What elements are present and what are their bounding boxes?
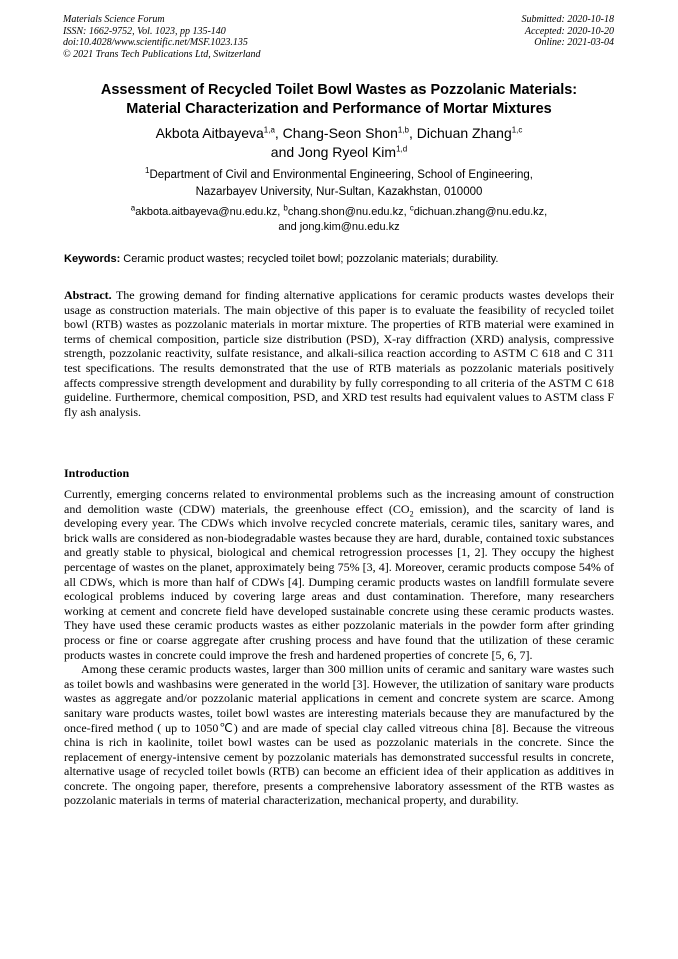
journal-name: Materials Science Forum [63,14,165,25]
paper-title [40,81,638,119]
journal-issn: ISSN: 1662-9752, Vol. 1023, pp 135-140 [63,25,226,37]
author-affil-mark: 1,a [263,125,275,135]
accepted-date: Accepted: 2020-10-20 [524,25,614,37]
authors-line-2 [40,143,638,162]
paragraph-text: emission), and the scarcity of land is developing every year. The CDWs which involve recycled concrete materials, ceramic tiles, sanitary wares, and brick walls are considered as non-biodegradable wastes because they are hard, durable, contained toxic substances and greatly stable to physical, biological and chemical retrogression processes [1, 2]. They occupy the highest percentage of wastes on the planet, approximately being 75% [3, 4]. Moreover, ceramic products compose 54% of all CDWs, which is more than half of CDWs [4]. Dumping ceramic products wastes on landfill formulate severe ecological problems induced by covering large areas and dust contamination. Therefore, many researchers working at cement and concrete field have developed sustainable concrete using these ceramic products wastes. They have used these ceramic products wastes as either pozzolanic materials in the powder form after grinding process or fine or coarse aggregate after crushing process and have found that the utilization of these ceramic products wastes in concrete could improve the fresh and hardened properties of concrete [5, 6, 7]. [64,501,615,662]
title-line-1: Assessment of Recycled Toilet Bowl Wastes as Pozzolanic Materials: [100,82,578,98]
author-name: Chang-Seon Shon [282,125,398,141]
author-name: Dichuan Zhang [416,125,512,141]
email-link[interactable]: chang.shon@nu.edu.kz, [287,206,410,218]
author-list [40,124,638,162]
paragraph [64,487,614,662]
email-link[interactable]: dichuan.zhang@nu.edu.kz, [413,206,548,218]
subscript: 2 [409,508,414,518]
affiliation [40,167,638,200]
email-mark: b [283,203,288,213]
authors-line-1 [40,124,638,143]
affiliation-mark: 1 [144,166,150,176]
author-name: Akbota Aitbayeva [155,125,264,141]
abstract-label: Abstract. [64,288,112,302]
keywords-label: Keywords: [64,253,121,265]
email-mark: a [130,203,136,213]
journal-copyright: © 2021 Trans Tech Publications Ltd, Switzerland [63,48,261,60]
author-separator: , [274,125,283,141]
email-link[interactable]: akbota.aitbayeva@nu.edu.kz, [135,206,284,218]
email-mark: c [409,203,414,213]
abstract [64,288,614,419]
author-affil-mark: 1,c [511,125,523,135]
author-separator: , [409,125,417,141]
author-emails [40,205,638,234]
affiliation-line-2: Nazarbayev University, Nur-Sultan, Kazakhstan, 010000 [195,185,483,198]
keywords-text: Ceramic product wastes; recycled toilet bowl; pozzolanic materials; durability. [120,253,499,265]
section-heading-introduction: Introduction [64,466,130,480]
submitted-date: Submitted: 2020-10-18 [521,14,614,25]
abstract-text: The growing demand for finding alternative applications for ceramic products wastes develops their usage as construction materials. The main objective of this paper is to evaluate the feasibility of recycled toilet bowl (RTB) wastes as pozzolanic materials in mortar mixture. The properties of RTB material were examined in terms of chemical composition, particle size distribution (PSD), X-ray diffraction (XRD) analysis, compressive strength, pozzolanic reactivity, sulfate resistance, and alkali-silica reaction according to ASTM C 618 and C 311 test specifications. The results demonstrated that the use of RTB materials as pozzolanic materials positively affects compressive strength development and durability by fully corresponding to all criteria of the ASTM C 618 guideline. Furthermore, chemical composition, PSD, and XRD test results had equivalent values to ASTM class F fly ash analysis. [64,288,614,419]
author-name: and Jong Ryeol Kim [270,144,397,160]
title-line-2: Material Characterization and Performance of Mortar Mixtures [126,101,552,117]
affiliation-line-1 [40,167,638,184]
emails-line-2[interactable]: and jong.kim@nu.edu.kz [278,220,400,233]
author-affil-mark: 1,d [396,144,408,154]
online-date: Online: 2021-03-04 [534,37,614,48]
author-affil-mark: 1,b [397,125,409,135]
journal-info [63,14,261,60]
keywords [64,252,624,266]
paragraph: Among these ceramic products wastes, larger than 300 million units of ceramic and sanitary ware wastes such as toilet bowls and washbasins were generated in the world [3]. However, the utilization of sanitary ware products wastes as aggregate and/or pozzolanic material applications in cement and concrete system are scarce. Among sanitary ware products wastes, toilet bowl wastes are interesting materials because they are manufactured by the once-fired method ( up to 1050℃) and are made of special clay called vitreous china [8]. Because the vitreous china is rich in kaolinite, toilet bowl wastes can be used as pozzolanic materials in the concrete. Since the replacement of energy-intensive cement by pozzolanic materials has demonstrated successful results in concrete, alternative usage of recycled toilet bowls (RTB) can become an efficient idea of their application as additives in concrete. The ongoing paper, therefore, presents a comprehensive laboratory assessment of the RTB wastes as pozzolanic materials in terms of material characterization, mechanical property, and durability. [64,662,614,808]
introduction-body [64,487,614,808]
paragraph-text: Currently, emerging concerns related to environmental problems such as the increasing amount of construction and demolition waste (CDW) materials, the greenhouse effect (CO [64,487,614,516]
emails-line-1 [40,205,638,220]
journal-doi: doi:10.4028/www.scientific.net/MSF.1023.135 [63,37,248,48]
submission-dates [522,14,615,49]
affiliation-text: Department of Civil and Environmental Engineering, School of Engineering, [149,169,533,181]
